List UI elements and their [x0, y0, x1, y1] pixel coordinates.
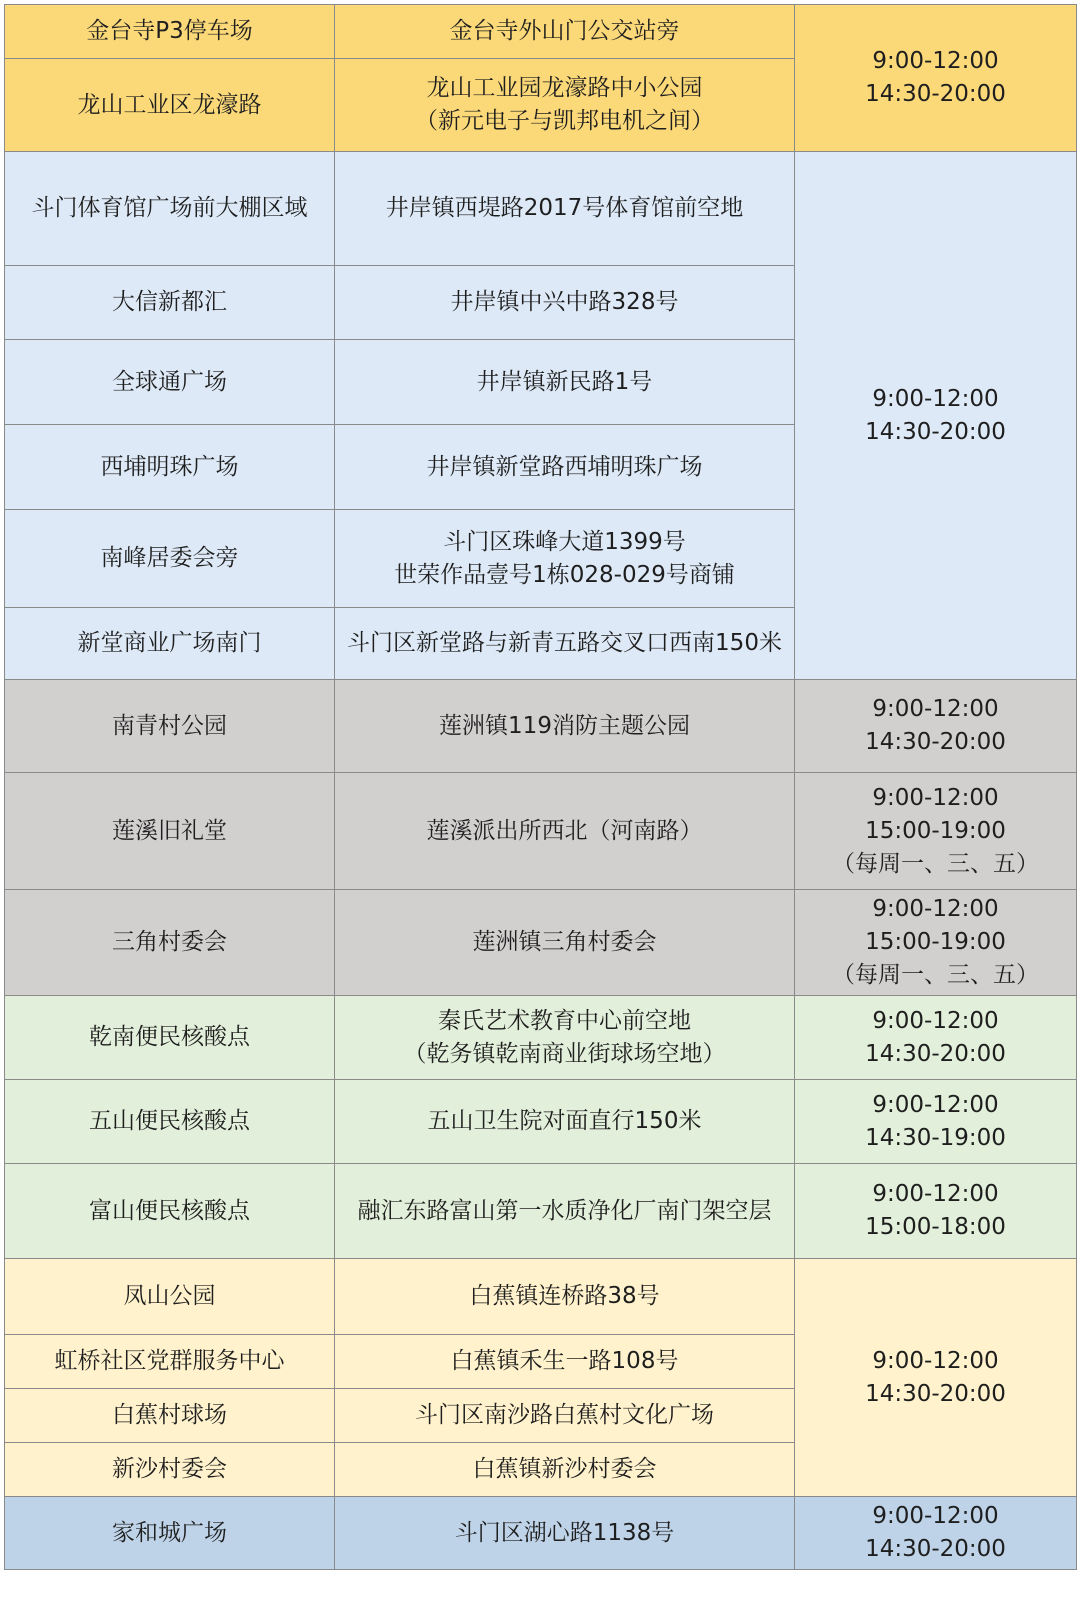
- site-name: 金台寺P3停车场: [5, 5, 335, 59]
- site-address: 五山卫生院对面直行150米: [335, 1080, 795, 1164]
- table-row: [5, 1259, 1077, 1335]
- site-name: 乾南便民核酸点: [5, 996, 335, 1080]
- table-row: [5, 890, 1077, 996]
- site-address: 莲洲镇119消防主题公园: [335, 680, 795, 773]
- site-address: 斗门区珠峰大道1399号 世荣作品壹号1栋028-029号商铺: [335, 510, 795, 608]
- table-row: [5, 773, 1077, 890]
- opening-hours: 9:00-12:00 14:30-20:00: [795, 1497, 1077, 1570]
- site-address: 井岸镇新堂路西埔明珠广场: [335, 425, 795, 510]
- table-row: [5, 152, 1077, 266]
- table-row: [5, 680, 1077, 773]
- site-address: 斗门区南沙路白蕉村文化广场: [335, 1389, 795, 1443]
- table-row: [5, 5, 1077, 59]
- opening-hours: 9:00-12:00 14:30-20:00: [795, 996, 1077, 1080]
- site-address: 金台寺外山门公交站旁: [335, 5, 795, 59]
- site-name: 新堂商业广场南门: [5, 608, 335, 680]
- opening-hours: 9:00-12:00 15:00-19:00 （每周一、三、五）: [795, 773, 1077, 890]
- table-row: [5, 996, 1077, 1080]
- site-name: 白蕉村球场: [5, 1389, 335, 1443]
- site-name: 南青村公园: [5, 680, 335, 773]
- opening-hours: 9:00-12:00 14:30-20:00: [795, 5, 1077, 152]
- site-name: 五山便民核酸点: [5, 1080, 335, 1164]
- site-address: 莲洲镇三角村委会: [335, 890, 795, 996]
- site-address: 白蕉镇新沙村委会: [335, 1443, 795, 1497]
- site-name: 大信新都汇: [5, 266, 335, 340]
- site-name: 斗门体育馆广场前大棚区域: [5, 152, 335, 266]
- site-address: 井岸镇新民路1号: [335, 340, 795, 425]
- site-name: 三角村委会: [5, 890, 335, 996]
- site-name: 全球通广场: [5, 340, 335, 425]
- site-name: 西埔明珠广场: [5, 425, 335, 510]
- site-address: 白蕉镇禾生一路108号: [335, 1335, 795, 1389]
- site-address: 秦氏艺术教育中心前空地 （乾务镇乾南商业街球场空地）: [335, 996, 795, 1080]
- site-address: 龙山工业园龙濠路中小公园 （新元电子与凯邦电机之间）: [335, 59, 795, 152]
- site-address: 莲溪派出所西北（河南路）: [335, 773, 795, 890]
- site-name: 南峰居委会旁: [5, 510, 335, 608]
- site-name: 龙山工业区龙濠路: [5, 59, 335, 152]
- site-address: 井岸镇西堤路2017号体育馆前空地: [335, 152, 795, 266]
- site-address: 斗门区湖心路1138号: [335, 1497, 795, 1570]
- site-name: 家和城广场: [5, 1497, 335, 1570]
- site-name: 莲溪旧礼堂: [5, 773, 335, 890]
- site-name: 新沙村委会: [5, 1443, 335, 1497]
- opening-hours: 9:00-12:00 14:30-20:00: [795, 680, 1077, 773]
- testing-sites-table: [4, 4, 1077, 1570]
- table-row: [5, 1164, 1077, 1259]
- opening-hours: 9:00-12:00 15:00-18:00: [795, 1164, 1077, 1259]
- table-row: [5, 1080, 1077, 1164]
- site-address: 白蕉镇连桥路38号: [335, 1259, 795, 1335]
- site-name: 虹桥社区党群服务中心: [5, 1335, 335, 1389]
- opening-hours: 9:00-12:00 15:00-19:00 （每周一、三、五）: [795, 890, 1077, 996]
- site-address: 融汇东路富山第一水质净化厂南门架空层: [335, 1164, 795, 1259]
- table-row: [5, 1497, 1077, 1570]
- opening-hours: 9:00-12:00 14:30-20:00: [795, 1259, 1077, 1497]
- site-name: 富山便民核酸点: [5, 1164, 335, 1259]
- site-name: 凤山公园: [5, 1259, 335, 1335]
- opening-hours: 9:00-12:00 14:30-20:00: [795, 152, 1077, 680]
- site-address: 斗门区新堂路与新青五路交叉口西南150米: [335, 608, 795, 680]
- opening-hours: 9:00-12:00 14:30-19:00: [795, 1080, 1077, 1164]
- site-address: 井岸镇中兴中路328号: [335, 266, 795, 340]
